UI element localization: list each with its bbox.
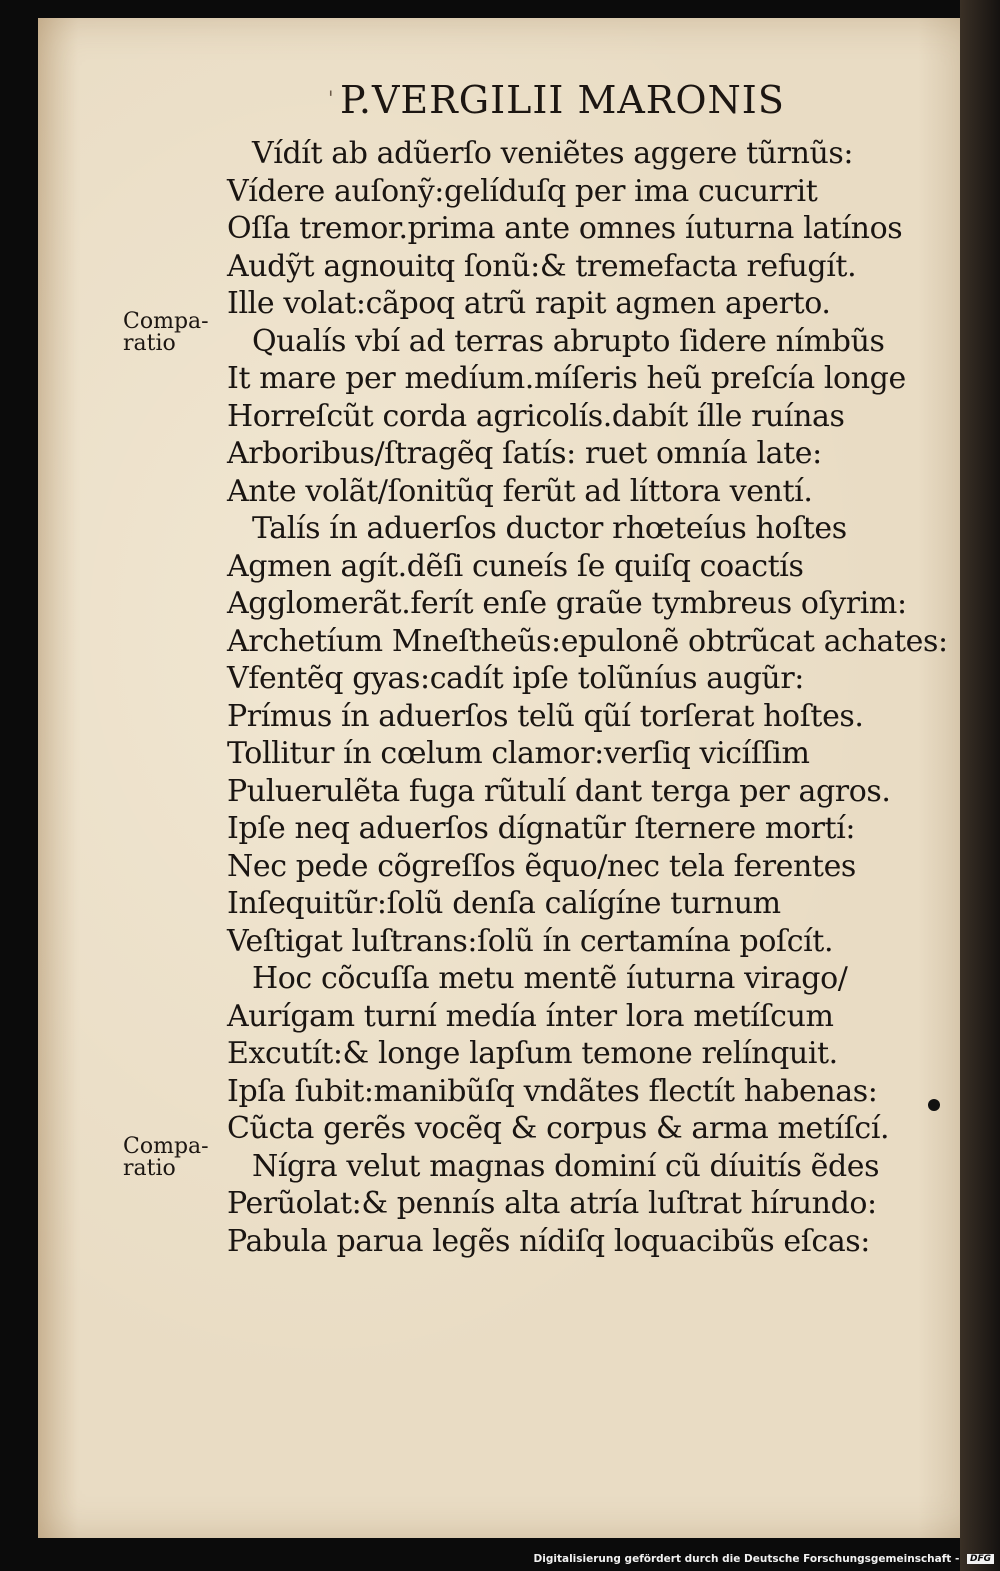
- verse-line: Excutít:& longe lapſum temone relínquit.: [227, 1036, 838, 1071]
- funding-footer: [534, 1553, 994, 1565]
- verse-line: Ipſa ſubit:manibũſq vndãtes flectít habenas:: [227, 1073, 878, 1109]
- verse-line: Vfentẽq gyas:cadít ipſe tolũníus augũr:: [227, 661, 804, 696]
- verse-line: Agglomerãt.ferít enſe graũe tymbreus oſyrim:: [227, 586, 907, 621]
- verse-line: Audỹt agnouitq ſonũ:& tremefacta refugít.: [227, 248, 857, 284]
- verse-line: It mare per medíum.míſeris heũ preſcía longe: [227, 361, 906, 396]
- verse-line: Nec pede cõgreſſos ẽquo/nec tela ferentes: [227, 848, 856, 884]
- verse-line: Tollitur ín cœlum clamor:verſiq vicíſſim: [227, 736, 810, 771]
- verse-line: Arboribus/ſtragẽq ſatís: ruet omnía late:: [227, 436, 822, 471]
- verse-line: Veſtigat luſtrans:ſolũ ín certamína poſcít.: [227, 923, 834, 959]
- verse-line: Ille volat:cãpoq atrũ rapit agmen aperto.: [227, 286, 831, 321]
- verse-line: Perũolat:& pennís alta atría luſtrat hírundo:: [227, 1186, 877, 1221]
- verse-line: Horreſcũt corda agricolís.dabít ílle ruínas: [227, 398, 845, 434]
- header-mark: ': [328, 86, 334, 110]
- margin-note: [123, 308, 209, 356]
- ink-blot: [928, 1099, 940, 1111]
- facing-page-edge: [960, 0, 1000, 1571]
- verse-line: Inſequitũr:ſolũ denſa calígíne turnum: [227, 886, 781, 921]
- running-header: P.VERGILII MARONIS: [340, 78, 785, 122]
- verse-line: Pabula parua legẽs nídiſq loquacibũs eſcas:: [227, 1223, 871, 1259]
- verse-line: Vídere auſonỹ:gelíduſq per ima cucurrit: [227, 173, 818, 209]
- funding-text: Digitalisierung gefördert durch die Deutsche Forschungsgemeinschaft -: [533, 1553, 960, 1565]
- margin-note-line2: ratio: [123, 330, 176, 356]
- verse-line: Hoc cõcuſſa metu mentẽ íuturna virago/: [252, 961, 848, 996]
- verse-line: Prímus ín aduerſos telũ qũí torſerat hoſtes.: [227, 698, 864, 734]
- verse-line: Oſſa tremor.prima ante omnes íuturna latínos: [227, 211, 903, 246]
- verse-line: Ante volãt/ſonitũq ferũt ad líttora ventí.: [227, 473, 813, 509]
- verse-line: Talís ín aduerſos ductor rhœteíus hoſtes: [252, 511, 847, 546]
- verse-line: Agmen agít.dẽſi cuneís ſe quiſq coactís: [227, 548, 804, 584]
- verse-line: Aurígam turní medía ínter lora metíſcum: [227, 998, 834, 1034]
- margin-note-line1: Compa-: [123, 308, 209, 334]
- margin-note: [123, 1133, 209, 1181]
- verse-line: Ipſe neq aduerſos dígnatũr ſternere mortí:: [227, 811, 856, 846]
- verse-line: Archetíum Mneſtheũs:epulonẽ obtrũcat achates:: [227, 623, 948, 659]
- verse-line: Nígra velut magnas dominí cũ díuitís ẽdes: [252, 1148, 880, 1184]
- dfg-logo: DFG: [967, 1554, 994, 1564]
- verse-line: Qualís vbí ad terras abrupto ſidere nímbũs: [252, 323, 885, 359]
- margin-note-line1: Compa-: [123, 1133, 209, 1159]
- verse-line: Puluerulẽta fuga rũtulí dant terga per agros.: [227, 773, 891, 809]
- verse-line: Vídít ab adũerſo veniẽtes aggere tũrnũs:: [252, 136, 854, 171]
- verse-line: Cũcta gerẽs vocẽq & corpus & arma metíſcí.: [227, 1111, 890, 1146]
- margin-note-line2: ratio: [123, 1155, 176, 1181]
